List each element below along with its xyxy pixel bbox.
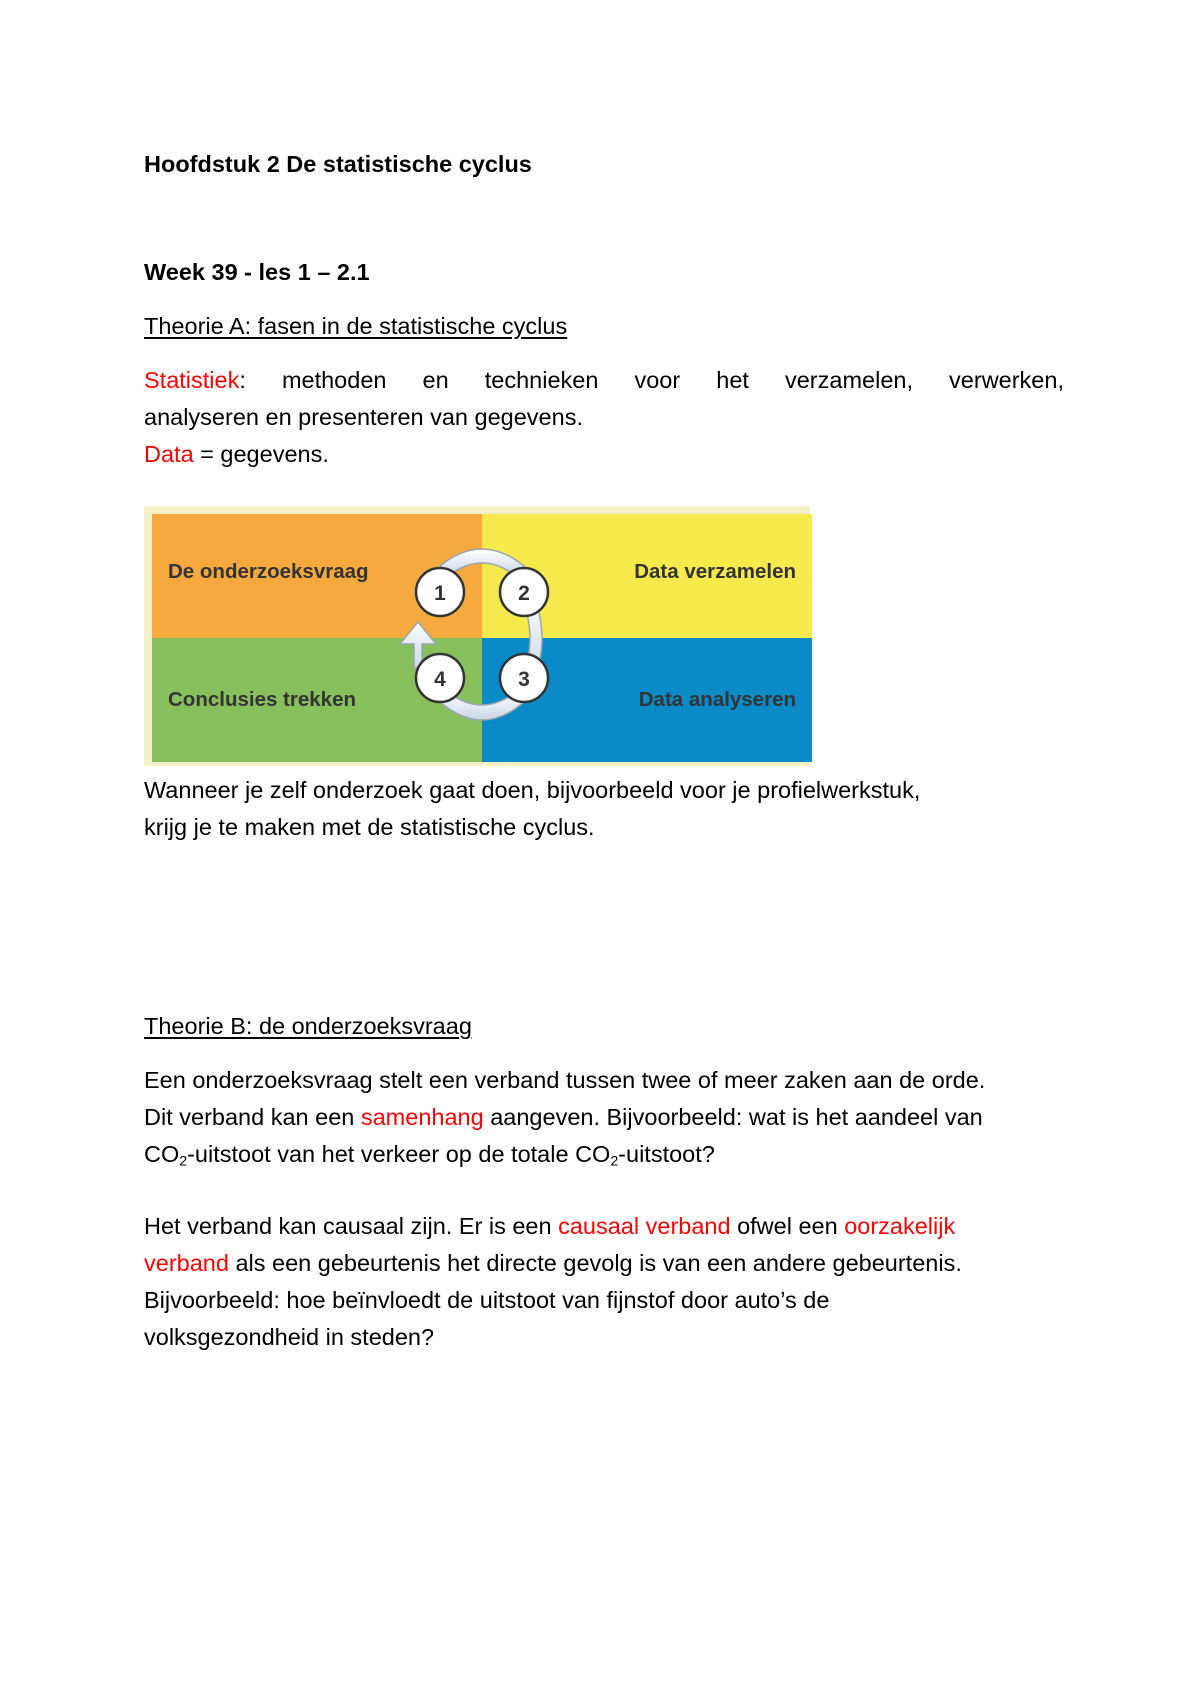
quadrant-label-collect-data: Data verzamelen bbox=[634, 560, 796, 583]
step-2-number: 2 bbox=[518, 582, 530, 605]
causal-line-2 bbox=[144, 1245, 1064, 1282]
definition-word: en bbox=[422, 367, 449, 393]
quadrant-label-analyse-data: Data analyseren bbox=[638, 688, 796, 711]
definition-word: verwerken, bbox=[949, 367, 1064, 393]
step-4-number: 4 bbox=[434, 668, 446, 691]
theory-b-title-text: Theorie B: de onderzoeksvraag bbox=[144, 1013, 472, 1039]
rq-line-2 bbox=[144, 1099, 1064, 1136]
co2-b: -uitstoot van het verkeer op de totale CO bbox=[187, 1141, 611, 1167]
definition-word: technieken bbox=[484, 367, 599, 393]
step-1-number: 1 bbox=[434, 582, 446, 605]
co2-a-sub: 2 bbox=[179, 1152, 188, 1169]
theory-b-title bbox=[144, 1008, 1064, 1045]
term-oorzakelijk: oorzakelijk bbox=[844, 1213, 956, 1239]
causal-line-4: volksgezondheid in steden? bbox=[144, 1324, 435, 1350]
quadrant-label-research-question: De onderzoeksvraag bbox=[168, 560, 369, 583]
chapter-heading: Hoofdstuk 2 De statistische cyclus bbox=[144, 151, 532, 177]
causal-line-3: Bijvoorbeeld: hoe beïnvloedt de uitstoot van fijnstof door auto’s de bbox=[144, 1287, 830, 1313]
data-definition bbox=[144, 436, 1064, 473]
theory-a-title-text: Theorie A: fasen in de statistische cyclus bbox=[144, 313, 568, 339]
theory-a-title bbox=[144, 308, 1064, 345]
co2-a: CO bbox=[144, 1141, 180, 1167]
co2-c: -uitstoot? bbox=[618, 1141, 715, 1167]
definition-line-1 bbox=[144, 362, 1064, 399]
definition-word: het bbox=[716, 367, 749, 393]
definition-line-2: analyseren en presenteren van gegevens. bbox=[144, 404, 583, 430]
term-samenhang: samenhang bbox=[360, 1104, 484, 1130]
week-heading: Week 39 - les 1 – 2.1 bbox=[144, 259, 370, 285]
causal-line-1-b: ofwel een bbox=[730, 1213, 845, 1239]
causal-paragraph bbox=[144, 1208, 1064, 1356]
causal-line-1 bbox=[144, 1208, 1064, 1245]
definition-word: voor bbox=[634, 367, 681, 393]
term-verband: verband bbox=[144, 1250, 229, 1276]
data-term: Data bbox=[144, 441, 194, 467]
step-3-number: 3 bbox=[518, 668, 530, 691]
co2-b-sub: 2 bbox=[610, 1152, 619, 1169]
cycle-graphic bbox=[144, 506, 810, 766]
quadrant-label-draw-conclusions: Conclusies trekken bbox=[168, 688, 356, 711]
rq-line-2-b: aangeven. Bijvoorbeeld: wat is het aandeel van bbox=[483, 1104, 983, 1130]
causal-line-2-a: als een gebeurtenis het directe gevolg is van een andere gebeurtenis. bbox=[228, 1250, 962, 1276]
statistical-cycle-diagram bbox=[144, 506, 810, 766]
definition-term: Statistiek bbox=[144, 367, 240, 393]
rq-line-3 bbox=[144, 1136, 1064, 1180]
rq-line-1: Een onderzoeksvraag stelt een verband tussen twee of meer zaken aan de orde. bbox=[144, 1067, 986, 1093]
cycle-explanation-line-1: Wanneer je zelf onderzoek gaat doen, bijvoorbeeld voor je profielwerkstuk, bbox=[144, 777, 921, 803]
research-question-paragraph bbox=[144, 1062, 1064, 1180]
term-causaal-verband: causaal verband bbox=[558, 1213, 731, 1239]
cycle-explanation-line-2: krijg je te maken met de statistische cyclus. bbox=[144, 814, 595, 840]
causal-line-1-a: Het verband kan causaal zijn. Er is een bbox=[144, 1213, 559, 1239]
data-rest: = gegevens. bbox=[193, 441, 329, 467]
cycle-explanation bbox=[144, 772, 1064, 846]
definition-colon: : bbox=[239, 367, 246, 393]
rq-line-2-a: Dit verband kan een bbox=[144, 1104, 361, 1130]
definition-word: methoden bbox=[281, 367, 387, 393]
definition-term-group bbox=[144, 362, 246, 399]
definition-paragraph bbox=[144, 362, 1064, 473]
definition-word: verzamelen, bbox=[784, 367, 913, 393]
